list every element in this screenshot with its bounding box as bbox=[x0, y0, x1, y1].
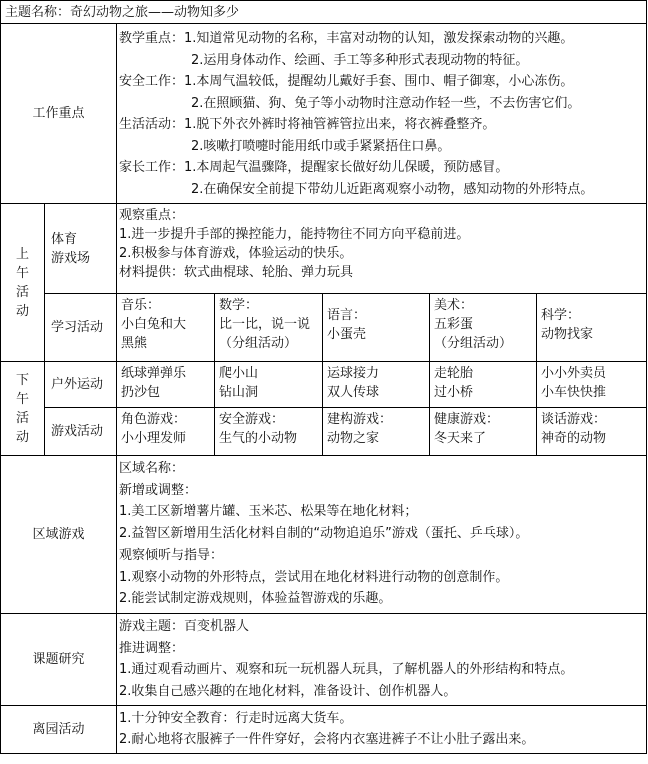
outdoor-cell: 纸球弹弹乐 扔沙包 bbox=[117, 362, 215, 408]
study-label: 学习活动 bbox=[45, 294, 117, 362]
games-cell: 谈话游戏： 神奇的动物 bbox=[537, 408, 647, 456]
work-line: 安全工作：1.本周气温较低，提醒幼儿戴好手套、围巾、帽子御寒，小心冻伤。 bbox=[119, 74, 574, 89]
leave-content: 1.十分钟安全教育：行走时远离大货车。 2.耐心地将衣服裤子一件件穿好，会将内衣塞进裤子不让小肚子露出来。 bbox=[117, 706, 647, 754]
work-line: 教学重点：1.知道常见动物的名称，丰富对动物的认知，激发探索动物的兴趣。 bbox=[119, 31, 574, 46]
theme-title: 主题名称：奇幻动物之旅——动物知多少 bbox=[1, 1, 647, 24]
work-line: 2.咳嗽打喷嚏时能用纸巾或手紧紧捂住口鼻。 bbox=[191, 138, 451, 154]
research-content: 游戏主题：百变机器人 推进调整： 1.通过观看动画片、观察和玩一玩机器人玩具，了解机器人的外形结构和特点。 2.收集自己感兴趣的在地化材料，准备设计、创作机器人。 bbox=[117, 614, 647, 706]
area-games-content: 区域名称： 新增或调整： 1.美工区新增薯片罐、玉米芯、松果等在地化材料； 2.益智区新增用生活化材料自制的“动物追追乐”游戏（蛋托、乒乓球）。 观察倾听与指导： 1.观察小动物的外形特点，尝试用在地化材料进行动物的创意制作。 2.能尝试制定游戏规则，体验益智游戏的乐趣。 bbox=[117, 456, 647, 614]
sports-content: 观察重点： 1.进一步提升手部的操控能力，能持物往不同方向平稳前进。 2.积极参与体育游戏，体验运动的快乐。 材料提供：软式曲棍球、轮胎、弹力玩具 bbox=[117, 204, 647, 294]
study-math: 数学： 比一比，说一说 （分组活动） bbox=[215, 294, 323, 362]
morning-label: 上 午 活 动 bbox=[1, 204, 45, 362]
games-cell: 角色游戏： 小小理发师 bbox=[117, 408, 215, 456]
study-science: 科学： 动物找家 bbox=[537, 294, 647, 362]
outdoor-cell: 爬小山 钻山洞 bbox=[215, 362, 323, 408]
afternoon-label: 下 午 活 动 bbox=[1, 362, 45, 456]
work-line: 生活活动：1.脱下外衣外裤时将袖管裤管拉出来，将衣裤叠整齐。 bbox=[119, 117, 496, 132]
work-line: 2.在确保安全前提下带幼儿近距离观察小动物，感知动物的外形特点。 bbox=[191, 181, 594, 197]
work-focus-header: 工作重点 bbox=[1, 24, 117, 204]
work-line: 2.在照顾猫、狗、兔子等小动物时注意动作轻一些，不去伤害它们。 bbox=[191, 95, 581, 111]
games-cell: 安全游戏： 生气的小动物 bbox=[215, 408, 323, 456]
research-header: 课题研究 bbox=[1, 614, 117, 706]
study-language: 语言： 小蛋壳 bbox=[323, 294, 430, 362]
outdoor-cell: 走轮胎 过小桥 bbox=[430, 362, 537, 408]
leave-header: 离园活动 bbox=[1, 706, 117, 754]
work-line: 2.运用身体动作、绘画、手工等多种形式表现动物的特征。 bbox=[191, 52, 529, 68]
outdoor-cell: 运球接力 双人传球 bbox=[323, 362, 430, 408]
games-cell: 建构游戏： 动物之家 bbox=[323, 408, 430, 456]
sports-label: 体育 游戏场 bbox=[45, 204, 117, 294]
work-focus-content bbox=[117, 24, 647, 204]
area-games-header: 区域游戏 bbox=[1, 456, 117, 614]
games-cell: 健康游戏： 冬天来了 bbox=[430, 408, 537, 456]
study-music: 音乐： 小白兔和大 黑熊 bbox=[117, 294, 215, 362]
games-label: 游戏活动 bbox=[45, 408, 117, 456]
work-line: 家长工作：1.本周起气温骤降，提醒家长做好幼儿保暖，预防感冒。 bbox=[119, 160, 509, 175]
study-art: 美术： 五彩蛋 （分组活动） bbox=[430, 294, 537, 362]
outdoor-label: 户外运动 bbox=[45, 362, 117, 408]
outdoor-cell: 小小外卖员 小车快快推 bbox=[537, 362, 647, 408]
